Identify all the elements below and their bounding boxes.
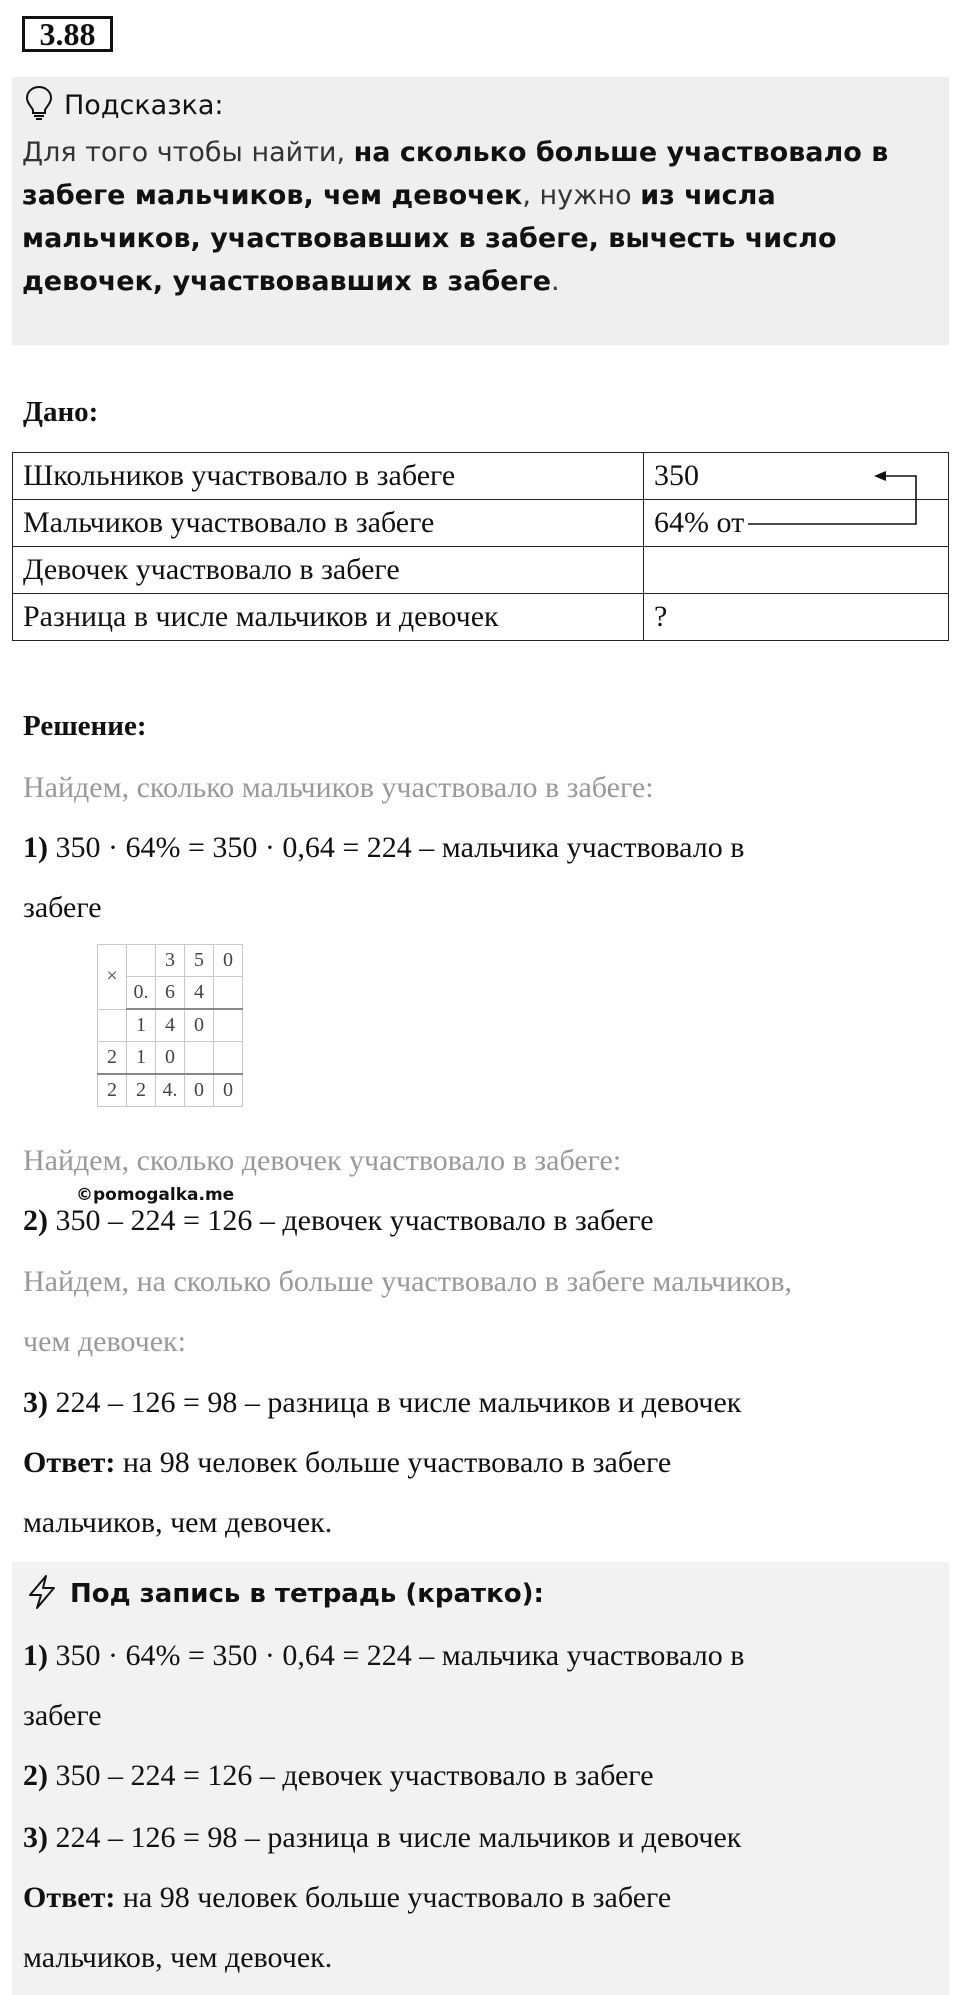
task-number: 3.88 (22, 16, 113, 52)
short-notes-title: Под запись в тетрадь (кратко): (70, 1579, 544, 1609)
reference-arrow-icon (740, 462, 920, 532)
solution-find-difference: Найдем, на сколько больше участвовало в забеге мальчиков, (23, 1265, 793, 1298)
solution-answer (23, 1443, 671, 1483)
grid-cell: 0 (185, 1074, 214, 1107)
step-text: 350 – 224 = 126 – девочек участвовало в забеге (48, 1204, 654, 1237)
step-number: 3) (23, 1386, 48, 1419)
given-label: Дано: (23, 396, 99, 428)
solution-step-3 (23, 1383, 741, 1423)
solution-find-boys: Найдем, сколько мальчиков участвовало в забеге: (23, 771, 654, 804)
given-value: 350 (644, 453, 949, 500)
short-notes-header (24, 1574, 544, 1614)
grid-cell: 0 (156, 1042, 185, 1075)
hint-header (24, 85, 224, 125)
short-answer-cont: мальчиков, чем девочек. (23, 1941, 333, 1974)
solution-find-girls: Найдем, сколько девочек участвовало в забеге: (23, 1144, 622, 1177)
solution-answer-cont: мальчиков, чем девочек. (23, 1506, 333, 1539)
hint-title: Подсказка: (64, 89, 224, 121)
hint-text-part: Для того чтобы найти, (22, 137, 354, 168)
answer-label: Ответ: (23, 1446, 116, 1479)
table-row (13, 547, 949, 594)
solution-step-2 (23, 1201, 654, 1241)
grid-cell (214, 1042, 243, 1075)
hint-text-part: . (551, 266, 560, 297)
short-step-2 (23, 1756, 654, 1796)
step-number: 2) (23, 1204, 48, 1237)
given-value (644, 547, 949, 594)
solution-find-difference-cont: чем девочек: (23, 1325, 186, 1358)
step-text: 224 – 126 = 98 – разница в числе мальчиков и девочек (48, 1821, 742, 1854)
answer-label: Ответ: (23, 1881, 116, 1914)
step-text: 350 · 64% = 350 · 0,64 = 224 – мальчика участвовало в (48, 1639, 745, 1672)
solution-step-1-cont: забеге (23, 891, 102, 924)
grid-cell (98, 1009, 127, 1042)
grid-cell: 0 (185, 1009, 214, 1042)
grid-row (98, 945, 243, 977)
step-number: 1) (23, 831, 48, 864)
hint-text (22, 131, 942, 303)
grid-cell: 4 (185, 977, 214, 1010)
step-text: 350 – 224 = 126 – девочек участвовало в забеге (48, 1759, 654, 1792)
grid-cell: × (98, 945, 127, 1010)
given-name: Разница в числе мальчиков и девочек (13, 594, 644, 641)
hint-text-part: на сколько больше участвовало в забеге мальчиков, чем девочек (22, 137, 889, 211)
grid-cell: 0 (214, 945, 243, 977)
watermark: ©pomogalka.me (76, 1185, 235, 1205)
grid-cell (127, 945, 156, 977)
step-number: 3) (23, 1821, 48, 1854)
hint-box (12, 77, 949, 345)
grid-cell: 1 (127, 1009, 156, 1042)
multiplication-grid (97, 944, 243, 1107)
given-name: Девочек участвовало в забеге (13, 547, 644, 594)
given-value: 64% от (644, 500, 949, 547)
grid-cell: 6 (156, 977, 185, 1010)
short-step-1 (23, 1636, 744, 1676)
hint-text-part: из числа мальчиков, участвовавших в забеге, вычесть число девочек, участвовавших в забеге (22, 180, 837, 297)
grid-row (98, 1042, 243, 1075)
step-number: 1) (23, 1639, 48, 1672)
grid-cell: 4. (156, 1074, 185, 1107)
lightbulb-icon (24, 85, 54, 126)
given-value: ? (644, 594, 949, 641)
grid-cell: 4 (156, 1009, 185, 1042)
step-number: 2) (23, 1759, 48, 1792)
short-step-3 (23, 1818, 741, 1858)
grid-cell: 2 (98, 1042, 127, 1075)
answer-text: на 98 человек больше участвовало в забеге (115, 1881, 672, 1914)
step-text: 350 · 64% = 350 · 0,64 = 224 – мальчика участвовало в (48, 831, 745, 864)
solution-label: Решение: (23, 710, 147, 742)
grid-cell: 2 (127, 1074, 156, 1107)
grid-row (98, 1009, 243, 1042)
lightning-icon (24, 1574, 60, 1615)
hint-text-part: , нужно (522, 180, 641, 211)
given-name: Школьников участвовало в забеге (13, 453, 644, 500)
grid-cell: 1 (127, 1042, 156, 1075)
grid-cell (214, 1009, 243, 1042)
solution-step-1 (23, 828, 744, 868)
short-step-1-cont: забеге (23, 1699, 102, 1732)
grid-cell: 3 (156, 945, 185, 977)
grid-cell: 2 (98, 1074, 127, 1107)
answer-text: на 98 человек больше участвовало в забеге (115, 1446, 672, 1479)
grid-cell: 0 (214, 1074, 243, 1107)
step-text: 224 – 126 = 98 – разница в числе мальчиков и девочек (48, 1386, 742, 1419)
grid-cell (214, 977, 243, 1010)
grid-cell: 5 (185, 945, 214, 977)
grid-row (98, 1074, 243, 1107)
given-name: Мальчиков участвовало в забеге (13, 500, 644, 547)
grid-cell (185, 1042, 214, 1075)
table-row (13, 594, 949, 641)
short-answer (23, 1878, 671, 1918)
grid-cell: 0. (127, 977, 156, 1010)
